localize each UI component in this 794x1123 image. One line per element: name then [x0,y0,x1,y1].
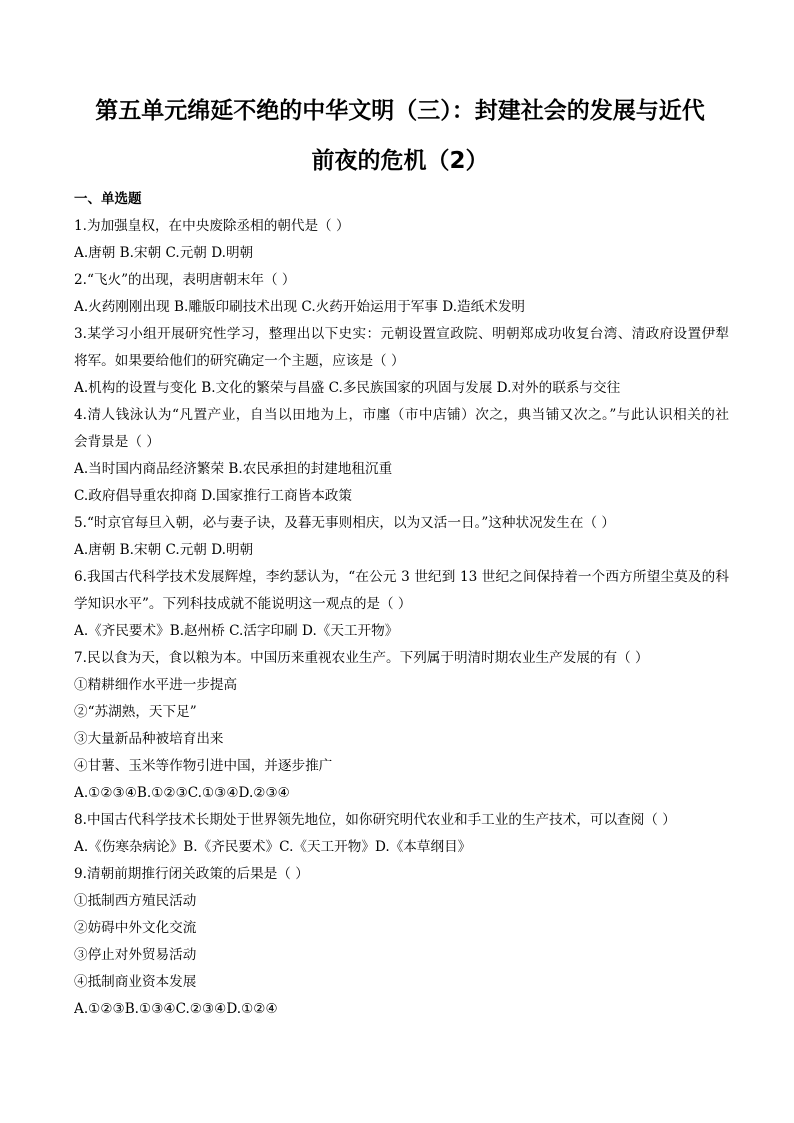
page-title-line-2: 前夜的危机（2） [311,148,489,174]
question-7-options: A.①②③④B.①②③C.①③④D.②③④ [74,785,290,801]
question-5-stem: 5.“时京官每旦入朝，必与妻子诀，及暮无事则相庆，以为又活一日。”这种状况发生在（ ） [74,515,615,531]
question-4-options-line-1: A.当时国内商品经济繁荣 B.农民承担的封建地租沉重 [74,461,393,477]
question-6-options: A.《齐民要术》B.赵州桥 C.活字印刷 D.《天工开物》 [74,623,399,639]
question-5-options: A.唐朝 B.宋朝 C.元朝 D.明朝 [74,542,254,558]
question-9-options: A.①②③B.①③④C.②③④D.①②④ [74,1001,278,1017]
question-1-options: A.唐朝 B.宋朝 C.元朝 D.明朝 [74,245,254,261]
question-3-stem-line-1: 3.某学习小组开展研究性学习，整理出以下史实：元朝设置宣政院、明朝郑成功收复台湾、清政府设置伊犁 [74,326,729,342]
question-9-item-4: ④抵制商业资本发展 [74,974,197,990]
question-4-stem-line-1: 4.清人钱泳认为“凡置产业，自当以田地为上，市廛（市中店铺）次之，典当铺又次之。”与此认识相关的社 [74,407,729,423]
question-7-stem: 7.民以食为天，食以粮为本。中国历来重视农业生产。下列属于明清时期农业生产发展的有（ ） [74,650,649,666]
question-4-options-line-2: C.政府倡导重农抑商 D.国家推行工商皆本政策 [74,488,352,504]
question-9-item-1: ①抵制西方殖民活动 [74,893,197,909]
question-7-item-3: ③大量新品种被培育出来 [74,731,224,747]
question-7-item-4: ④甘薯、玉米等作物引进中国，并逐步推广 [74,758,333,774]
question-2-options: A.火药刚刚出现 B.雕版印刷技术出现 C.火药开始运用于军事 D.造纸术发明 [74,299,526,315]
question-9-stem: 9.清朝前期推行闭关政策的后果是（ ） [74,866,309,882]
question-3-options: A.机构的设置与变化 B.文化的繁荣与昌盛 C.多民族国家的巩固与发展 D.对外的联系与交往 [74,380,621,396]
question-9-item-2: ②妨碍中外文化交流 [74,920,197,936]
question-8-stem: 8.中国古代科学技术长期处于世界领先地位，如你研究明代农业和手工业的生产技术，可以查阅（ ） [74,812,676,828]
question-6-stem-line-2: 学知识水平”。下列科技成就不能说明这一观点的是（ ） [74,596,412,612]
question-8-options: A.《伤寒杂病论》B.《齐民要术》C.《天工开物》D.《本草纲目》 [74,839,472,855]
question-6-stem-line-1: 6.我国古代科学技术发展辉煌，李约瑟认为，“在公元 3 世纪到 13 世纪之间保持着一个西方所望尘莫及的科 [74,569,729,585]
question-7-item-2: ②“苏湖熟，天下足” [74,704,197,720]
question-3-stem-line-2: 将军。如果要给他们的研究确定一个主题，应该是（ ） [74,353,405,369]
question-4-stem-line-2: 会背景是（ ） [74,434,160,450]
question-1-stem: 1.为加强皇权，在中央废除丞相的朝代是（ ） [74,218,350,234]
question-7-item-1: ①精耕细作水平进一步提高 [74,677,238,693]
question-9-item-3: ③停止对外贸易活动 [74,947,197,963]
section-heading: 一、单选题 [74,191,142,207]
page-title-line-1: 第五单元绵延不绝的中华文明（三）：封建社会的发展与近代 [95,98,705,124]
question-2-stem: 2.“飞火”的出现，表明唐朝末年（ ） [74,272,296,288]
